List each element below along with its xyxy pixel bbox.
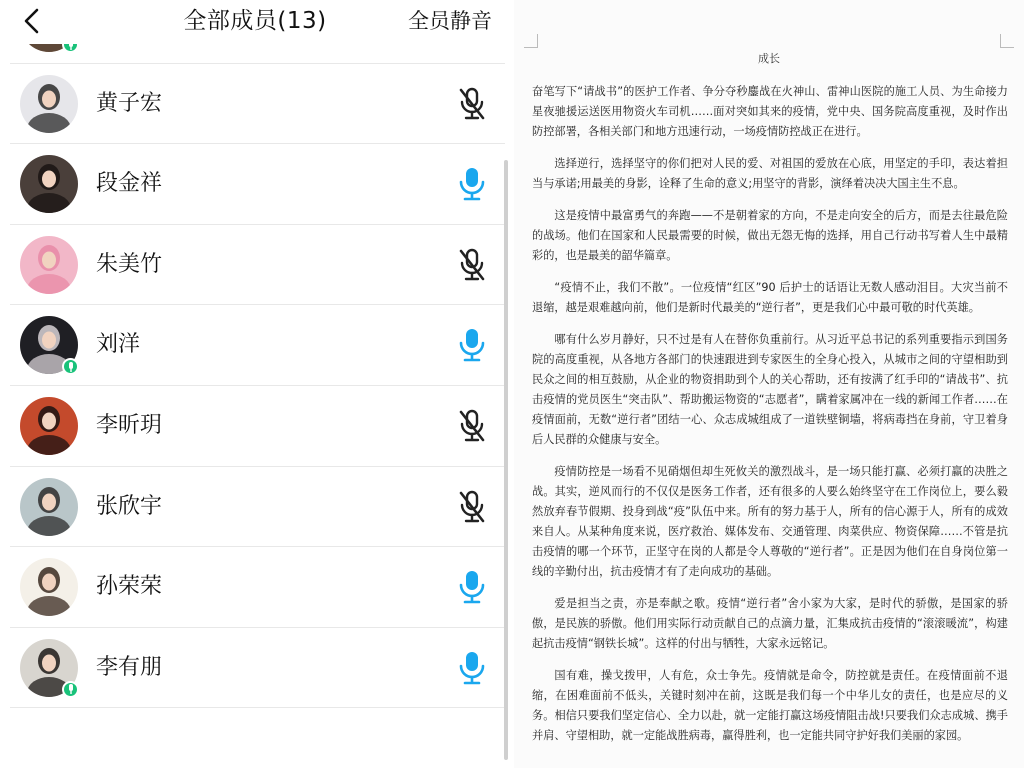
small-mic-icon [67,362,75,372]
microphone-muted-icon [458,87,486,121]
document-body [532,82,1008,758]
member-name: 段金祥 [96,171,163,197]
mic-toggle-button-on[interactable] [457,166,487,202]
back-button[interactable] [14,4,48,38]
document-paragraph: “疫情不止，我们不散”。一位疫情“红区”90 后护士的话语让无数人感动泪目。大灾当前不退缩，越是艰难越向前，他们是新时代最美的“逆行者”，更是我们心中最可敬的时代英雄。 [532,281,1008,314]
member-list-panel [0,0,510,768]
member-name: 李有朋 [96,654,163,680]
mic-toggle-button-off[interactable] [457,489,487,525]
mic-toggle-button-off[interactable] [457,408,487,444]
avatar[interactable] [20,75,78,133]
avatar-image [20,155,78,213]
member-row[interactable] [10,547,505,628]
member-row[interactable] [10,144,505,225]
member-list [0,23,510,708]
document-paragraph: 这是疫情中最富勇气的奔跑——不是朝着家的方向，不是走向安全的后方，而是去往最危险的战场。他们在国家和人民最需要的时候，做出无怨无悔的选择，用自己行动书写着人生中最精彩的，也是最美的韶华篇章。 [532,209,1008,262]
mute-all-button[interactable]: 全员静音 [408,9,492,33]
avatar[interactable] [20,558,78,616]
scrollbar[interactable] [504,160,508,760]
avatar[interactable] [20,639,78,697]
avatar[interactable] [20,155,78,213]
member-name: 黄子宏 [96,90,163,116]
avatar-image [20,558,78,616]
member-name: 孙荣荣 [96,574,163,600]
page-corner-mark [1000,34,1014,48]
member-row[interactable] [10,386,505,467]
avatar-image [20,75,78,133]
member-name: 张欣宇 [96,493,163,519]
speaking-indicator [62,358,79,375]
top-bar [0,0,510,44]
member-row[interactable] [10,225,505,306]
mic-toggle-button-on[interactable] [457,650,487,686]
avatar[interactable] [20,397,78,455]
mic-toggle-button-on[interactable] [457,327,487,363]
member-row[interactable] [10,305,505,386]
avatar-image [20,236,78,294]
speaking-indicator [62,681,79,698]
microphone-icon [458,570,486,604]
document-page [514,0,1024,768]
chevron-left-icon [22,8,40,34]
member-row[interactable] [10,64,505,145]
document-paragraph: 哪有什么岁月静好，只不过是有人在替你负重前行。从习近平总书记的系列重要指示到国务院的高度重视，从各地方各部门的快速跟进到专家医生的全身心投入，从城市之间的守望相助到民众之间的相互鼓励，从企业的物资捐助到个人的关心帮助，还有按满了红手印的“请战书”、抗击疫情的党员医生“突击队”、帮助搬运物资的“志愿者”，瞒着家属冲在一线的新闻工作者……在疫情面前，无数“逆行者”团结一心、众志成城组成了一道铁壁铜墙，将病毒挡在身前，守卫着身后人民群的众健康与安全。 [532,333,1008,446]
microphone-muted-icon [458,409,486,443]
member-name: 李昕玥 [96,412,163,438]
member-name: 刘洋 [96,332,141,358]
avatar[interactable] [20,316,78,374]
document-paragraph: 选择逆行，选择坚守的你们把对人民的爱、对祖国的爱放在心底，用坚定的手印，表达着担当与承诺;用最美的身影，诠释了生命的意义;用坚守的背影，演绎着决决大国主生不息。 [532,157,1008,190]
microphone-icon [458,167,486,201]
mic-toggle-button-off[interactable] [457,247,487,283]
avatar[interactable] [20,236,78,294]
document-paragraph: 奋笔写下“请战书”的医护工作者、争分夺秒鏖战在火神山、雷神山医院的施工人员、为生命接力星夜驰援运送医用物资火车司机……面对突如其来的疫情，党中央、国务院高度重视，及时作出防控部署，各相关部门和地方迅速行动，一场疫情防控战正在进行。 [532,85,1008,138]
member-row[interactable] [10,467,505,548]
document-paragraph: 疫情防控是一场看不见硝烟但却生死攸关的激烈战斗，是一场只能打赢、必须打赢的决胜之战。其实，逆风而行的不仅仅是医务工作者，还有很多的人要么始终坚守在工作岗位上，要么毅然放弃春节假期、投身到战“疫”队伍中来。所有的努力基于人，所有的信心源于人，所有的成效来自人。从某种角度来说，医疗救治、媒体发布、交通管理、肉菜供应、物资保障……不管是抗击疫情的哪一个环节，正坚守在岗的人都是令人尊敬的“逆行者”。正是因为他们在自身岗位第一线的辛勤付出，抗击疫情才有了走向成功的基础。 [532,465,1008,578]
microphone-icon [458,651,486,685]
member-name: 朱美竹 [96,251,163,277]
document-title: 成长 [758,52,780,65]
microphone-muted-icon [458,490,486,524]
avatar-image [20,478,78,536]
mic-toggle-button-on[interactable] [457,569,487,605]
page-title: 全部成员(13) [183,8,327,34]
document-paragraph: 国有难，操戈拨甲，人有危，众士争先。疫情就是命令，防控就是责任。在疫情面前不退缩，在困难面前不低头，关键时刻冲在前，这既是我们每一个中华儿女的责任，也是应尽的义务。相信只要我们坚定信心、全力以赴，就一定能打赢这场疫情阻击战!只要我们众志成城、携手并肩、守望相助，就一定能战胜病毒，赢得胜利，也一定能共同守护好我们美丽的家园。 [532,669,1008,742]
document-paragraph: 爱是担当之责，亦是奉献之歌。疫情“逆行者”舍小家为大家，是时代的骄傲，是国家的骄傲，是民族的骄傲。他们用实际行动贡献自己的点滴力量，汇集成抗击疫情的“滚滚暖流”，构建起抗击疫情“钢铁长城”。这样的付出与牺牲，大家永远铭记。 [532,597,1008,650]
member-row[interactable] [10,628,505,709]
mic-toggle-button-off[interactable] [457,86,487,122]
microphone-icon [458,328,486,362]
microphone-muted-icon [458,248,486,282]
small-mic-icon [67,684,75,694]
avatar[interactable] [20,478,78,536]
avatar-image [20,397,78,455]
page-corner-mark [524,34,538,48]
